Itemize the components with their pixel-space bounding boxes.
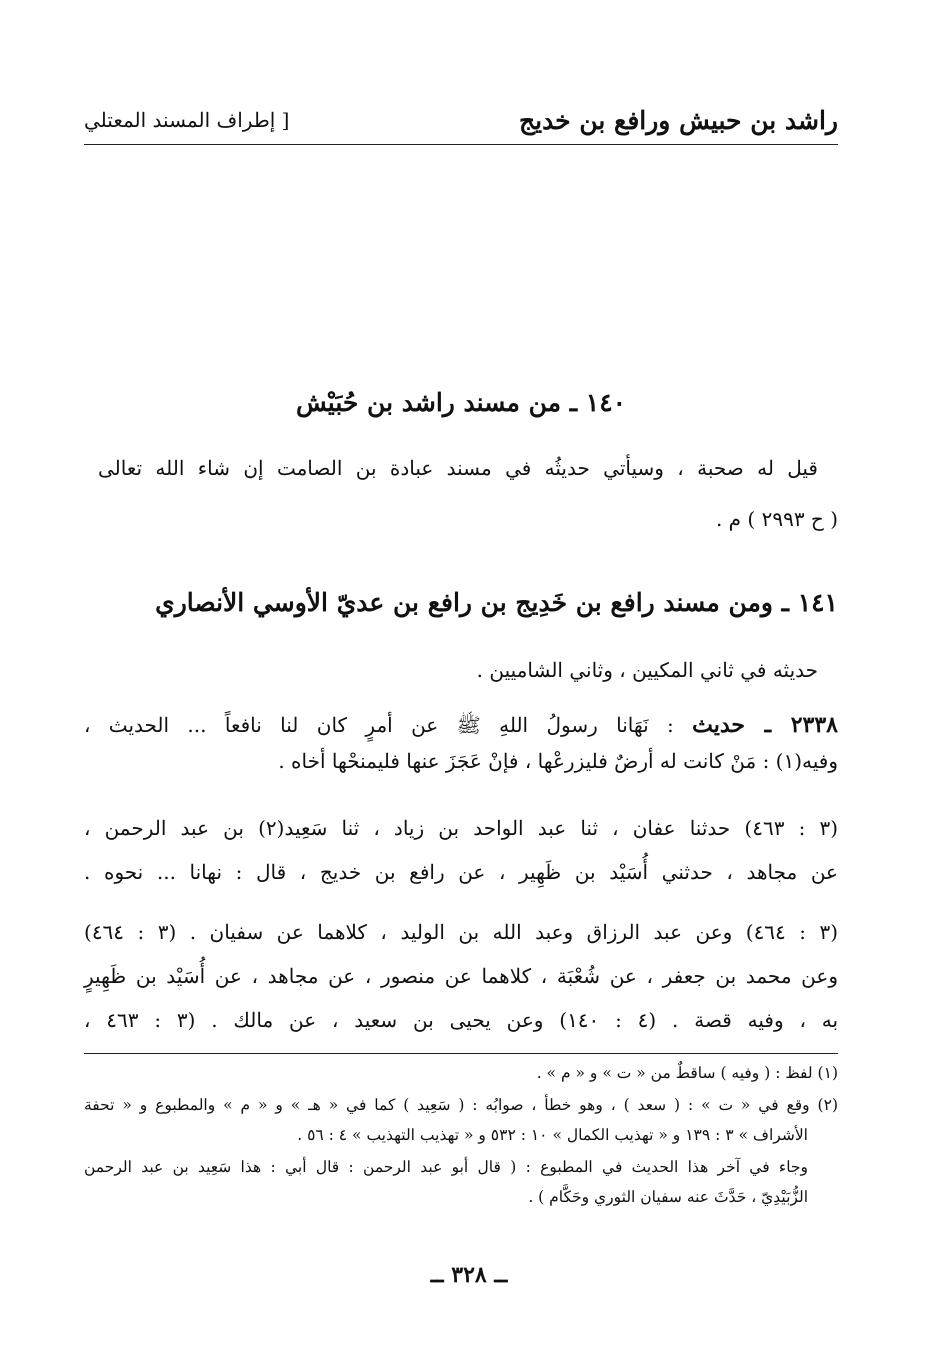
isnad-2-line-3: به ، وفيه قصة . (٤ : ١٤٠) وعن يحيى بن سعيد ، عن مالك . (٣ : ٤٦٣ ،	[84, 1008, 839, 1032]
footnote-1: (١) لفظ : ( وفيه ) ساقطٌ من « ت » و « م » .	[536, 1064, 838, 1082]
hadith-line-2: وفيه(١) : مَنْ كانت له أرضٌ فليزرعْها ، فإنْ عَجَزَ عنها فليمنحْها أخاه .	[278, 749, 838, 773]
section-140-heading: ١٤٠ ـ من مسند راشد بن حُبَيْش	[295, 388, 627, 417]
isnad-1	[84, 813, 838, 887]
footnote-3-line-2: الزُّبَيْدِيّ ، حَدَّثَ عنه سفيان الثوري وحَكَّام ) .	[528, 1188, 808, 1206]
isnad-1-line-1: (٣ : ٤٦٣) حدثنا عفان ، ثنا عبد الواحد بن زياد ، ثنا سَعِيد(٢) بن عبد الرحمن ،	[84, 816, 839, 840]
isnad-2	[84, 917, 838, 1035]
footnote-divider	[84, 1053, 838, 1054]
footnote-2-line-2: الأشراف » ٣ : ١٣٩ و « تهذيب الكمال » ١٠ : ٥٣٢ و « تهذيب التهذيب » ٤ : ٥٦ .	[297, 1126, 808, 1144]
section-140-body-2	[98, 504, 838, 534]
header-title: راشد بن حبيش ورافع بن خديج	[518, 106, 838, 135]
section-140-line-1: قيل له صحبة ، وسيأتي حديثُه في مسند عبادة بن الصامت إن شاء الله تعالى	[98, 456, 818, 480]
running-header	[84, 100, 838, 145]
isnad-1-line-2: عن مجاهد ، حدثني أُسَيْد بن ظَهِير ، عن رافع بن خديج ، قال : نهانا ... نحوه .	[84, 860, 838, 884]
isnad-2-line-2: وعن محمد بن جعفر ، عن شُعْبَة ، كلاهما عن منصور ، عن مجاهد ، عن أُسَيْد بن ظَهِيرٍ	[84, 964, 838, 988]
section-141-intro: حديثه في ثاني المكيين ، وثاني الشاميين .	[476, 658, 818, 682]
footnotes	[84, 1060, 838, 1210]
hadith-line-1	[84, 710, 838, 740]
section-141-heading: ١٤١ ـ ومن مسند رافع بن خَدِيج بن رافع بن عديّ الأوسي الأنصاري	[155, 588, 838, 617]
footnote-2-line-1: (٢) وقع في « ت » : ( سعد ) ، وهو خطأ ، صوابُه : ( سَعِيد ) كما في « هـ » و « م » والمطبوع و « تحفة	[84, 1096, 838, 1114]
hadith-2338	[84, 710, 838, 776]
page-number: ــ ٣٢٨ ــ	[430, 1262, 508, 1288]
hadith-text-1: : نَهَانا رسولُ اللهِ ﷺ عن أمرٍ كان لنا نافعاً ... الحديث ،	[84, 713, 674, 737]
footnote-3-line-1: وجاء في آخر هذا الحديث في المطبوع : ( قال أبو عبد الرحمن : قال أبي : هذا سَعِيد بن عبد الرحمن	[84, 1158, 808, 1176]
hadith-number: ٢٣٣٨ ـ حديث	[692, 712, 838, 738]
section-140-body	[98, 453, 818, 483]
section-140-line-2: ( ح ٢٩٩٣ ) م .	[715, 507, 838, 531]
header-book-title: [ إطراف المسند المعتلي	[84, 108, 290, 132]
section-141-intro-wrap	[98, 655, 818, 685]
isnad-2-line-1: (٣ : ٤٦٤) وعن عبد الرزاق وعبد الله بن الوليد ، كلاهما عن سفيان . (٣ : ٤٦٤)	[84, 920, 839, 944]
